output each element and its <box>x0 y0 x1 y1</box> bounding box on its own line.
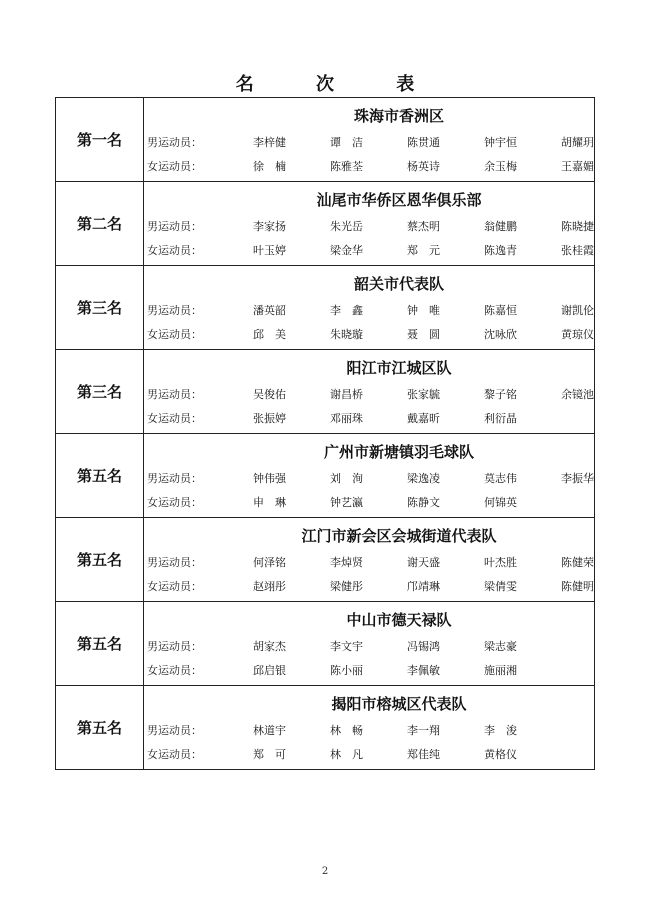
player-name: 莫志伟 <box>484 471 517 485</box>
player-name: 郑 可 <box>253 747 286 761</box>
player-name: 梁逸凌 <box>407 471 440 485</box>
men-label: 男运动员： <box>147 303 202 317</box>
men-players-line <box>144 635 594 659</box>
ranking-row <box>56 602 595 686</box>
men-players-line <box>144 551 594 575</box>
player-name: 何锦英 <box>484 495 517 509</box>
player-name: 叶玉婷 <box>253 243 286 257</box>
page-title: 名 次 表 <box>235 74 443 95</box>
men-label: 男运动员： <box>147 387 202 401</box>
player-name: 沈咏欣 <box>484 327 517 341</box>
player-name: 朱光岳 <box>330 219 363 233</box>
ranking-row <box>56 350 595 434</box>
team-info-cell <box>144 266 595 350</box>
ranking-table-body <box>56 98 595 770</box>
player-name: 徐 楠 <box>253 159 286 173</box>
men-players-line <box>144 383 594 407</box>
women-players-line <box>144 239 594 263</box>
women-label: 女运动员： <box>147 747 202 761</box>
player-name: 蔡杰明 <box>407 219 440 233</box>
women-label: 女运动员： <box>147 495 202 509</box>
player-name: 何泽铭 <box>253 555 286 569</box>
ranking-row <box>56 686 595 770</box>
team-info-cell <box>144 686 595 770</box>
player-name: 郑 元 <box>407 243 440 257</box>
men-label: 男运动员： <box>147 723 202 737</box>
rank-label: 第二名 <box>56 182 144 266</box>
women-players-line <box>144 155 594 179</box>
men-players-line <box>144 467 594 491</box>
player-name: 张桂霞 <box>561 243 594 257</box>
men-players-line <box>144 131 594 155</box>
women-players-line <box>144 323 594 347</box>
team-info-cell <box>144 350 595 434</box>
player-name: 陈晓捷 <box>561 219 594 233</box>
player-name: 林 凡 <box>330 747 363 761</box>
team-info-cell <box>144 602 595 686</box>
player-name: 张振婷 <box>253 411 286 425</box>
player-name: 杨英诗 <box>407 159 440 173</box>
player-name: 邱启银 <box>253 663 286 677</box>
player-name: 李振华 <box>561 471 594 485</box>
men-label: 男运动员： <box>147 219 202 233</box>
player-name: 谢天盛 <box>407 555 440 569</box>
men-players-line <box>144 299 594 323</box>
rank-label: 第三名 <box>56 350 144 434</box>
player-name: 利衍晶 <box>484 411 517 425</box>
team-info-cell <box>144 434 595 518</box>
player-name: 翁健鹏 <box>484 219 517 233</box>
player-name: 申 琳 <box>253 495 286 509</box>
women-players-line <box>144 491 594 515</box>
ranking-table <box>55 97 595 770</box>
player-name: 陈贯通 <box>407 135 440 149</box>
ranking-row <box>56 266 595 350</box>
player-name: 李梓健 <box>253 135 286 149</box>
team-name: 珠海市香洲区 <box>353 106 444 125</box>
rank-label: 第五名 <box>56 686 144 770</box>
team-info-cell <box>144 518 595 602</box>
team-name: 江门市新会区会城街道代表队 <box>301 526 497 545</box>
player-name: 林道宇 <box>253 723 286 737</box>
men-players-line <box>144 719 594 743</box>
player-name: 李 鑫 <box>330 303 363 317</box>
player-name: 余玉梅 <box>484 159 517 173</box>
men-label: 男运动员： <box>147 135 202 149</box>
player-name: 陈健荣 <box>561 555 594 569</box>
player-name: 胡耀玥 <box>561 135 594 149</box>
player-name: 郑佳纯 <box>407 747 440 761</box>
women-players-line <box>144 575 594 599</box>
player-name: 钟宇恒 <box>484 135 517 149</box>
player-name: 陈小丽 <box>330 663 363 677</box>
rank-label: 第五名 <box>56 434 144 518</box>
player-name: 梁倩雯 <box>484 579 517 593</box>
team-name: 汕尾市华侨区恩华俱乐部 <box>316 190 482 209</box>
player-name: 邱 美 <box>253 327 286 341</box>
player-name: 邝靖琳 <box>407 579 440 593</box>
player-name: 梁金华 <box>330 243 363 257</box>
player-name: 邓丽珠 <box>330 411 363 425</box>
player-name: 张家毓 <box>407 387 440 401</box>
women-label: 女运动员： <box>147 579 202 593</box>
rank-label: 第五名 <box>56 518 144 602</box>
player-name: 陈健明 <box>561 579 594 593</box>
player-name: 李焯贤 <box>330 555 363 569</box>
ranking-row <box>56 434 595 518</box>
player-name: 李佩敏 <box>407 663 440 677</box>
player-name: 戴嘉昕 <box>407 411 440 425</box>
player-name: 叶杰胜 <box>484 555 517 569</box>
player-name: 梁健彤 <box>330 579 363 593</box>
player-name: 李家扬 <box>253 219 286 233</box>
player-name: 林 畅 <box>330 723 363 737</box>
player-name: 潘英韶 <box>253 303 286 317</box>
player-name: 王嘉媚 <box>561 159 594 173</box>
player-name: 黄琼仪 <box>561 327 594 341</box>
rank-label: 第一名 <box>56 98 144 182</box>
team-name: 广州市新塘镇羽毛球队 <box>323 442 474 461</box>
team-name: 揭阳市榕城区代表队 <box>331 694 467 713</box>
player-name: 聂 圆 <box>407 327 440 341</box>
women-players-line <box>144 659 594 683</box>
women-players-line <box>144 407 594 431</box>
women-label: 女运动员： <box>147 327 202 341</box>
women-label: 女运动员： <box>147 663 202 677</box>
player-name: 谢凯伦 <box>561 303 594 317</box>
team-name: 阳江市江城区队 <box>346 358 452 377</box>
player-name: 胡家杰 <box>253 639 286 653</box>
player-name: 谢昌桥 <box>330 387 363 401</box>
page-number: 2 <box>321 866 329 877</box>
player-name: 陈逸青 <box>484 243 517 257</box>
men-label: 男运动员： <box>147 555 202 569</box>
player-name: 朱晓璇 <box>330 327 363 341</box>
player-name: 余镜池 <box>561 387 594 401</box>
women-label: 女运动员： <box>147 411 202 425</box>
player-name: 陈静文 <box>407 495 440 509</box>
women-label: 女运动员： <box>147 159 202 173</box>
player-name: 钟 唯 <box>407 303 440 317</box>
men-label: 男运动员： <box>147 471 202 485</box>
player-name: 冯锡鸿 <box>407 639 440 653</box>
player-name: 梁志豪 <box>484 639 517 653</box>
player-name: 黄格仪 <box>484 747 517 761</box>
player-name: 李 浚 <box>484 723 517 737</box>
team-info-cell <box>144 98 595 182</box>
player-name: 李文宇 <box>330 639 363 653</box>
men-players-line <box>144 215 594 239</box>
ranking-row <box>56 182 595 266</box>
player-name: 赵翊彤 <box>253 579 286 593</box>
team-name: 韶关市代表队 <box>353 274 444 293</box>
player-name: 陈雅荃 <box>330 159 363 173</box>
player-name: 钟艺瀛 <box>330 495 363 509</box>
ranking-row <box>56 518 595 602</box>
player-name: 黎子铭 <box>484 387 517 401</box>
team-info-cell <box>144 182 595 266</box>
player-name: 李一翔 <box>407 723 440 737</box>
player-name: 吴俊佑 <box>253 387 286 401</box>
rank-label: 第五名 <box>56 602 144 686</box>
women-players-line <box>144 743 594 767</box>
team-name: 中山市德天禄队 <box>346 610 452 629</box>
men-label: 男运动员： <box>147 639 202 653</box>
player-name: 陈嘉恒 <box>484 303 517 317</box>
rank-label: 第三名 <box>56 266 144 350</box>
player-name: 钟伟强 <box>253 471 286 485</box>
player-name: 刘 洵 <box>330 471 363 485</box>
player-name: 施丽湘 <box>484 663 517 677</box>
player-name: 谭 洁 <box>330 135 363 149</box>
ranking-row <box>56 98 595 182</box>
women-label: 女运动员： <box>147 243 202 257</box>
